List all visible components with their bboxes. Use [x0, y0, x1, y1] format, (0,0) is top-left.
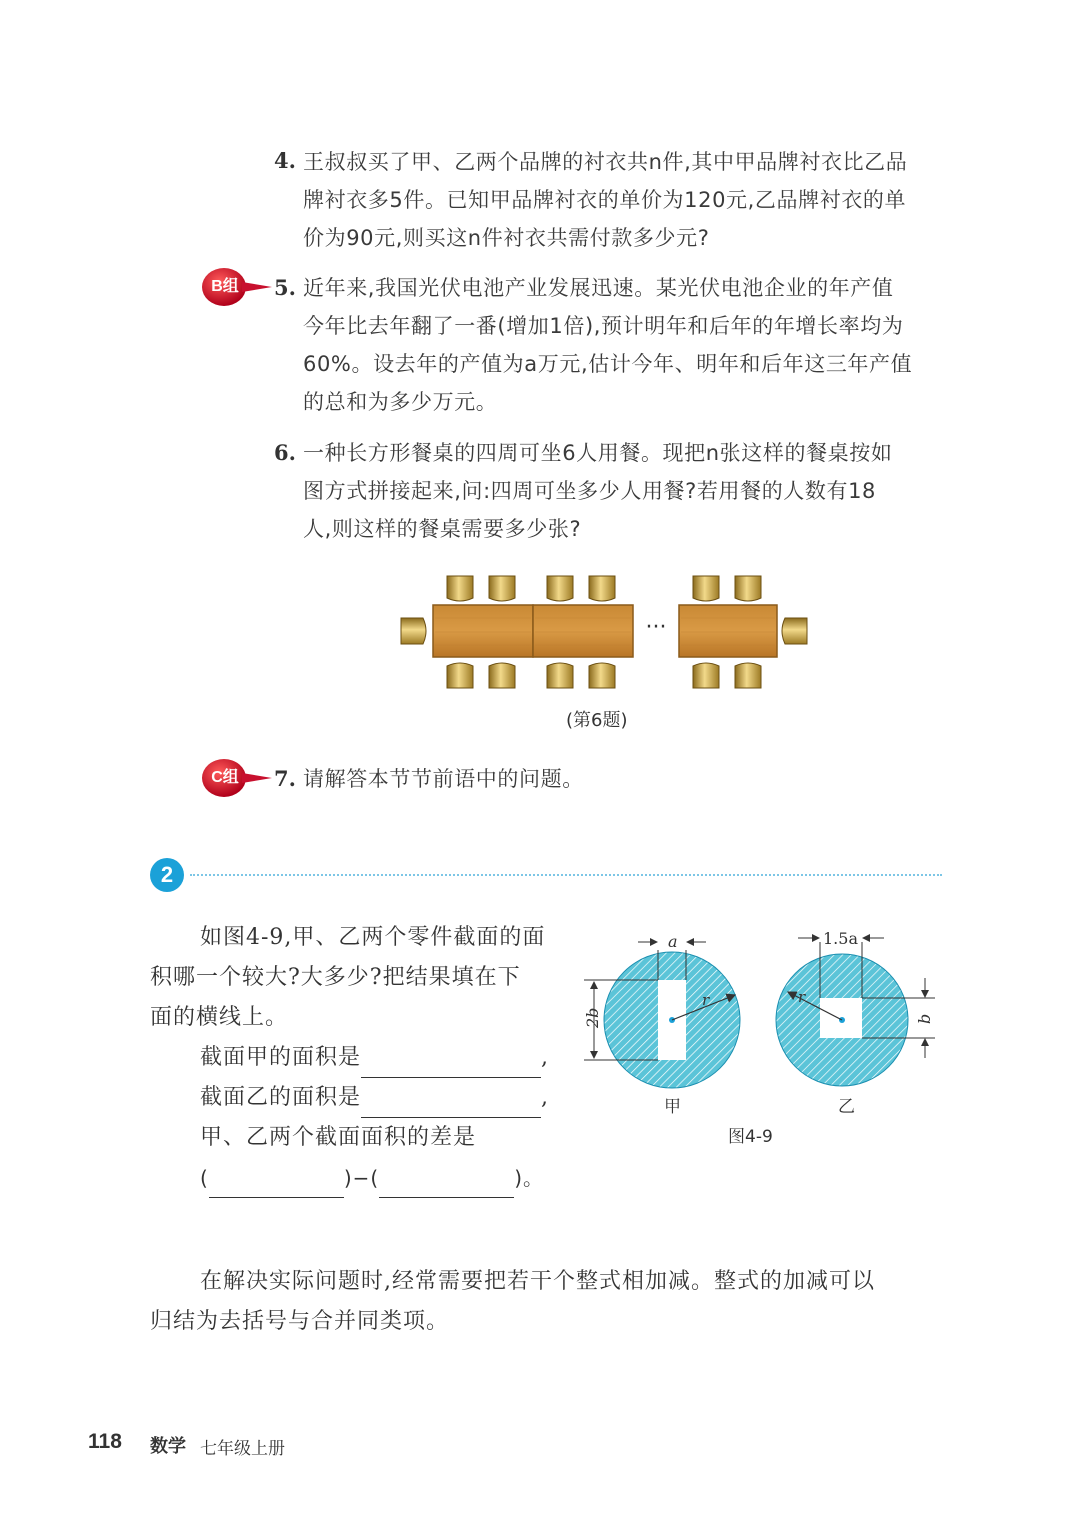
- footer-subject: 数学: [150, 1436, 186, 1457]
- bottom-chairs: [447, 663, 761, 688]
- question-5-line-4: 的总和为多少万元。: [303, 390, 498, 414]
- question-7-line-1: 请解答本节节前语中的问题。: [303, 767, 584, 791]
- section-2-divider: [190, 874, 942, 876]
- intro-line-1: 如图4-9,甲、乙两个零件截面的面: [200, 925, 546, 950]
- jia-a-label: a: [668, 932, 678, 951]
- conclusion-line-1: 在解决实际问题时,经常需要把若干个整式相加减。整式的加减可以: [200, 1269, 875, 1294]
- tables-ellipsis: ···: [645, 615, 667, 640]
- question-4-text: [303, 143, 939, 257]
- question-6-caption: (第6题): [566, 710, 628, 731]
- question-5-number: 5.: [274, 275, 296, 300]
- intro-line-2: 积哪一个较大?大多少?把结果填在下: [150, 965, 521, 990]
- question-7-number: 7.: [274, 766, 296, 791]
- conclusion-line-2: 归结为去括号与合并同类项。: [150, 1309, 450, 1334]
- yi-b-label: b: [915, 1013, 934, 1024]
- section-2-number: 2: [150, 858, 184, 892]
- diff-minus: −: [352, 1166, 371, 1190]
- question-6-number: 6.: [274, 440, 296, 465]
- page-number: 118: [88, 1430, 122, 1453]
- question-5-text: [303, 269, 939, 421]
- yi-r-label: r: [798, 988, 806, 1006]
- group-b-badge: [202, 268, 274, 312]
- diff-row: [200, 1158, 580, 1198]
- question-4-line-2: 牌衬衣多5件。已知甲品牌衬衣的单价为120元,乙品牌衬衣的单: [303, 188, 907, 212]
- group-b-label: B组: [211, 278, 239, 295]
- diff-blank-1[interactable]: [209, 1171, 344, 1198]
- table-1: [433, 605, 533, 657]
- area-a-blank[interactable]: [361, 1051, 541, 1078]
- jia-r-label: r: [702, 991, 710, 1009]
- figure-4-9: [580, 920, 950, 1160]
- area-a-row: [200, 1038, 580, 1078]
- figure-4-9-svg: [580, 920, 950, 1160]
- jia-2b-label: 2b: [583, 1007, 602, 1028]
- diff-blank-2[interactable]: [379, 1171, 514, 1198]
- question-5-line-1: 近年来,我国光伏电池产业发展迅速。某光伏电池企业的年产值: [303, 276, 894, 300]
- tables-svg: [395, 568, 815, 693]
- question-6-line-3: 人,则这样的餐桌需要多少张?: [303, 517, 582, 541]
- diff-paren-open-1: (: [200, 1166, 209, 1190]
- figure-yi: [776, 929, 935, 1117]
- left-chair: [401, 618, 426, 644]
- table-n: [679, 605, 777, 657]
- diff-period: 。: [523, 1166, 545, 1190]
- group-c-label: C组: [211, 769, 239, 786]
- yi-name: 乙: [838, 1097, 855, 1117]
- figure-jia: [583, 932, 740, 1117]
- diff-paren-close-2: ): [514, 1166, 524, 1190]
- right-chair: [782, 618, 807, 644]
- table-2: [533, 605, 633, 657]
- conclusion: [150, 1262, 950, 1342]
- question-6-line-2: 图方式拼接起来,问:四周可坐多少人用餐?若用餐的人数有18: [303, 479, 877, 503]
- area-b-blank[interactable]: [361, 1091, 541, 1118]
- yi-15a-label: 1.5a: [823, 929, 858, 948]
- question-5-line-2: 今年比去年翻了一番(增加1倍),预计明年和后年的年增长率均为: [303, 314, 904, 338]
- group-c-badge: [202, 759, 274, 803]
- section-2-intro: [150, 918, 580, 1038]
- question-6-line-1: 一种长方形餐桌的四周可坐6人用餐。现把n张这样的餐桌按如: [303, 441, 893, 465]
- question-6-text: [303, 434, 939, 548]
- question-7-text: [303, 760, 939, 798]
- diff-paren-open-2: (: [370, 1166, 380, 1190]
- area-b-label: 截面乙的面积是: [200, 1085, 362, 1110]
- top-chairs: [447, 576, 761, 601]
- jia-name: 甲: [664, 1097, 681, 1117]
- area-a-comma: ,: [541, 1045, 550, 1070]
- diff-label: 甲、乙两个截面面积的差是: [200, 1125, 477, 1150]
- question-5-line-3: 60%。设去年的产值为a万元,估计今年、明年和后年这三年产值: [303, 352, 913, 376]
- footer-grade: 七年级上册: [200, 1439, 285, 1459]
- tables-illustration: [395, 568, 815, 693]
- diff-paren-close-1: ): [343, 1166, 353, 1190]
- intro-line-3: 面的横线上。: [150, 1005, 289, 1030]
- area-a-label: 截面甲的面积是: [200, 1045, 362, 1070]
- question-4-line-3: 价为90元,则买这n件衬衣共需付款多少元?: [303, 226, 710, 250]
- question-4-number: 4.: [274, 148, 296, 173]
- figure-caption: 图4-9: [728, 1127, 773, 1147]
- area-b-row: [200, 1078, 580, 1118]
- question-4-line-1: 王叔叔买了甲、乙两个品牌的衬衣共n件,其中甲品牌衬衣比乙品: [303, 150, 908, 174]
- area-b-comma: ,: [541, 1085, 550, 1110]
